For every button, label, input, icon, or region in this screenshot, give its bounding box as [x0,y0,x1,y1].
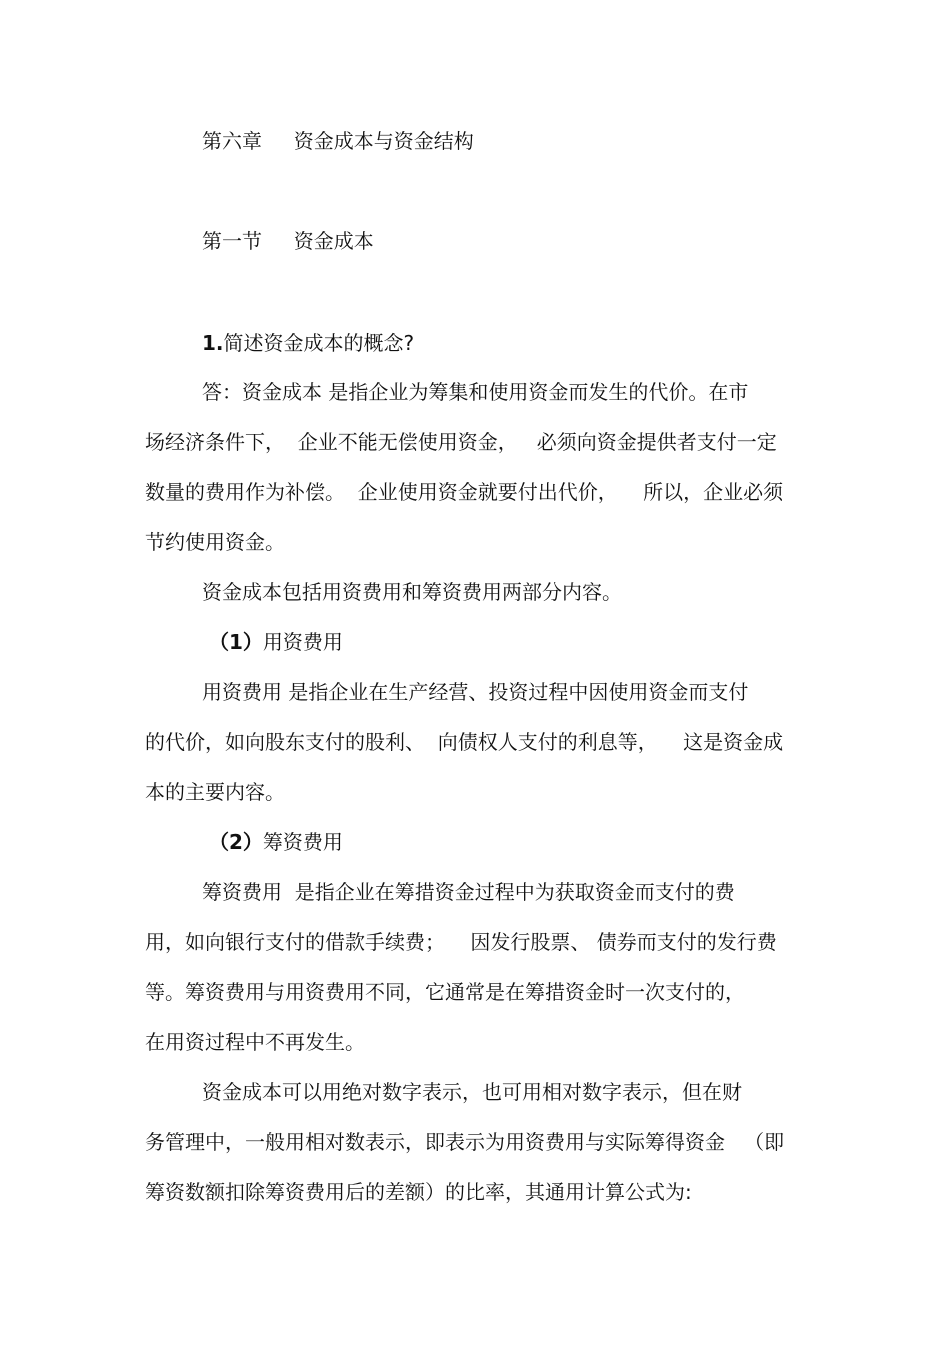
question-number: 1. [202,331,224,355]
financing-fee-line-2: 用，如向银行支付的借款手续费； 因发行股票、 债券而支付的发行费 [145,930,777,954]
chapter-title: 第六章 资金成本与资金结构 [202,129,474,153]
financing-fee-line-3: 等。筹资费用与用资费用不同，它通常是在筹措资金时一次支付的， [145,980,745,1004]
answer-line-2: 场经济条件下， 企业不能无偿使用资金， 必须向资金提供者支付一定 [145,430,777,454]
section-title: 第一节 资金成本 [202,229,374,253]
answer-line-1: 答：资金成本 是指企业为筹集和使用资金而发生的代价。在市 [202,380,749,404]
answer-line-4: 节约使用资金。 [145,530,285,554]
subheading-financing-fee-label: 筹资费用 [262,830,343,854]
cost-components-paragraph: 资金成本包括用资费用和筹资费用两部分内容。 [202,580,622,604]
expression-line-3: 筹资数额扣除筹资费用后的差额）的比率，其通用计算公式为: [145,1180,692,1204]
subheading-financing-fee [209,830,343,854]
question-heading [202,331,414,355]
usage-fee-line-3: 本的主要内容。 [145,780,285,804]
financing-fee-line-1: 筹资费用 是指企业在筹措资金过程中为获取资金而支付的费 [202,880,735,904]
financing-fee-line-4: 在用资过程中不再发生。 [145,1030,365,1054]
expression-line-2: 务管理中，一般用相对数表示，即表示为用资费用与实际筹得资金 （即 [145,1130,785,1154]
expression-line-1: 资金成本可以用绝对数字表示，也可用相对数字表示，但在财 [202,1080,742,1104]
subheading-usage-fee-label: 用资费用 [262,630,343,654]
usage-fee-line-2: 的代价，如向股东支付的股利、 向债权人支付的利息等， 这是资金成 [145,730,784,754]
subheading-usage-fee-number: （1） [209,630,263,654]
subheading-financing-fee-number: （2） [209,830,263,854]
subheading-usage-fee [209,630,343,654]
answer-line-3: 数量的费用作为补偿。 企业使用资金就要付出代价， 所以，企业必须 [145,480,784,504]
question-text: 简述资金成本的概念? [223,331,415,355]
usage-fee-line-1: 用资费用 是指企业在生产经营、投资过程中因使用资金而支付 [202,680,749,704]
